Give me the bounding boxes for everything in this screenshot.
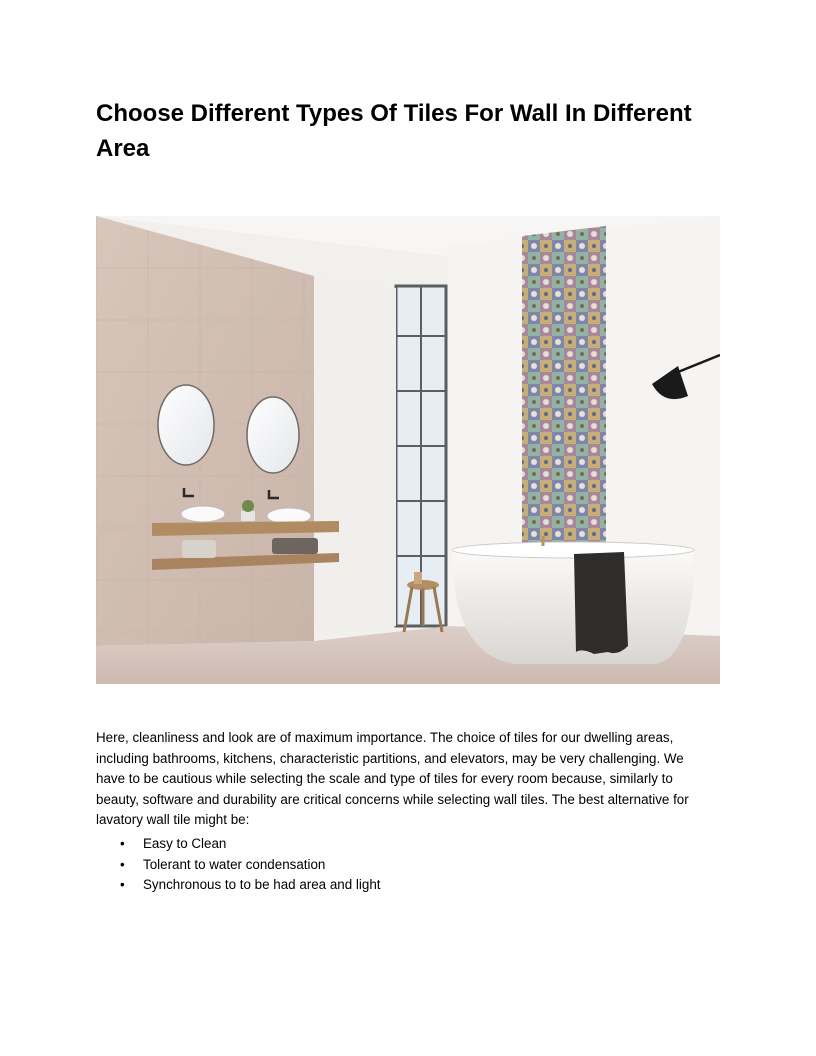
bullet-icon: • (120, 877, 125, 892)
mirror-right (247, 397, 299, 473)
bullet-icon: • (120, 856, 125, 872)
paragraph: Here, cleanliness and look are of maximum importance. The choice of tiles for our dwelling areas, including bathrooms, kitchens, characteristic partitions, and elevators, may be very challenging. We have to be cautious while selecting the scale and type of tiles for every room because, similarly to beauty, software and durability are critical concerns while selecting wall tiles. The best alternative for lavatory wall tile might be: (96, 730, 689, 827)
black-towel (574, 552, 628, 654)
list-item (96, 834, 716, 855)
mirror-left (158, 385, 214, 465)
page-title: Choose Different Types Of Tiles For Wall In Different Area (96, 100, 692, 162)
list-item (96, 875, 716, 896)
list-item-text: Easy to Clean (143, 836, 227, 851)
bathroom-hero-image (96, 216, 720, 684)
bathtub (452, 550, 694, 664)
bullet-list (96, 834, 716, 896)
list-item (96, 855, 716, 876)
bullet-icon: • (120, 836, 125, 851)
list-item-text: Synchronous to to be had area and light (143, 877, 381, 892)
list-item-text: Tolerant to water condensation (143, 856, 326, 872)
